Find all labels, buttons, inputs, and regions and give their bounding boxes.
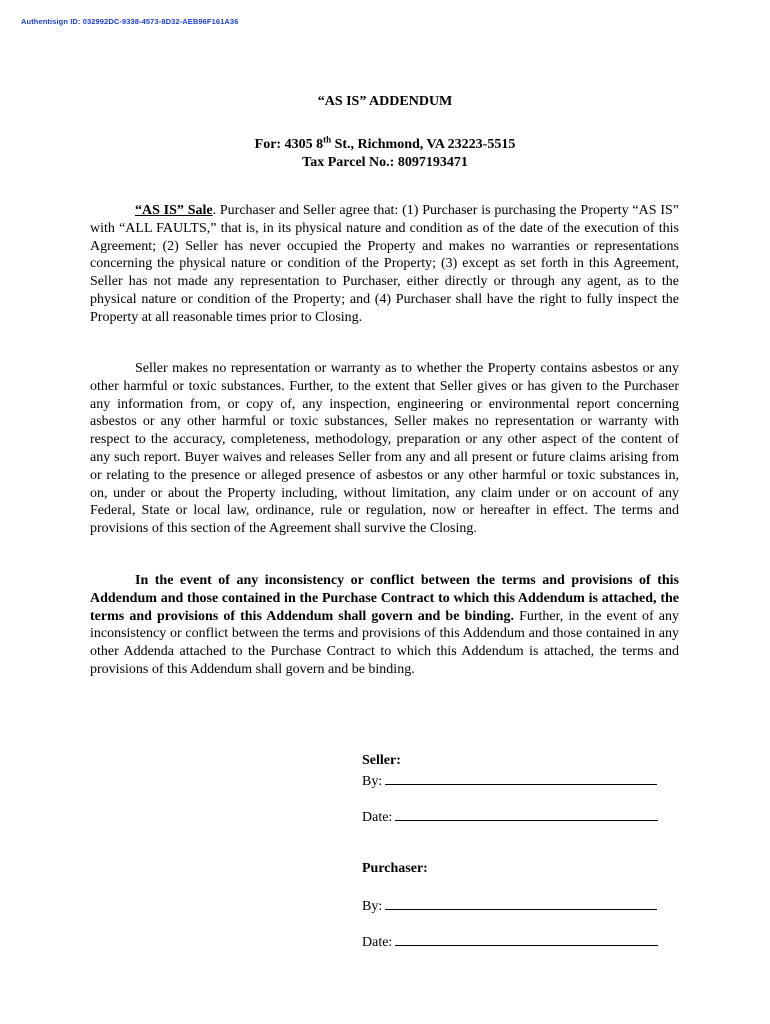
purchaser-by-label: By: xyxy=(362,899,383,914)
purchaser-label: Purchaser: xyxy=(362,861,428,876)
seller-signature-line[interactable] xyxy=(385,772,657,785)
tax-parcel: Tax Parcel No.: 8097193471 xyxy=(302,155,468,170)
purchaser-date-row xyxy=(362,933,658,951)
seller-date-label: Date: xyxy=(362,810,393,825)
conflict-paragraph xyxy=(90,572,679,679)
property-address xyxy=(0,136,770,154)
purchaser-date-line[interactable] xyxy=(395,933,658,946)
address-ordinal-suffix: th xyxy=(323,134,332,145)
purchaser-signature-line[interactable] xyxy=(385,897,657,910)
seller-by-label: By: xyxy=(362,774,383,789)
purchaser-date-label: Date: xyxy=(362,935,393,950)
seller-by-row xyxy=(362,772,657,790)
seller-date-row xyxy=(362,808,658,826)
document-title: “AS IS” ADDENDUM xyxy=(317,94,453,109)
as-is-sale-paragraph xyxy=(90,202,679,327)
seller-date-line[interactable] xyxy=(395,808,658,821)
address-suffix: St., Richmond, VA 23223-5515 xyxy=(331,137,516,152)
conflict-bold-text: In the event of any inconsistency or conflict between the terms and provisions of this Addendum and those contained in the Purchase Contract to which this Addendum is attached, the terms and provisions of this Addendum shall govern and be binding. xyxy=(90,573,679,624)
as-is-sale-heading: “AS IS” Sale xyxy=(135,203,213,218)
asbestos-paragraph xyxy=(90,360,679,538)
purchaser-by-row xyxy=(362,897,657,915)
authentisign-id: Authentisign ID: 032992DC-9338-4573-8D32-AEB96F161A36 xyxy=(21,17,239,26)
seller-label: Seller: xyxy=(362,753,401,768)
conflict-text: Further, in the event of any inconsistency or conflict between the terms and provisions of this Addendum and those contained in any other Addenda attached to the Purchase Contract to which this Addendum is attached, the terms and provisions of this Addendum shall govern and be binding. xyxy=(90,608,679,677)
property-address-block xyxy=(0,136,770,172)
asbestos-text: Seller makes no representation or warranty as to whether the Property contains asbestos or any other harmful or toxic substances. Further, to the extent that Seller gives or has given to the Purchaser any information from, or copy of, any inspection, engineering or environmental report concerning asbestos or any other harmful or toxic substances, Seller makes no representation or warranty with respect to the accuracy, completeness, methodology, preparation or any other aspect of the content of any such report. Buyer waives and releases Seller from any and all present or future claims arising from or relating to the presence or alleged presence of asbestos or any other harmful or toxic substances in, on, under or about the Property including, without limitation, any claim under or on account of any Federal, State or local law, ordinance, rule or regulation, now or hereafter in effect. The terms and provisions of this section of the Agreement shall survive the Closing. xyxy=(90,361,679,537)
as-is-sale-text: . Purchaser and Seller agree that: (1) Purchaser is purchasing the Property “AS IS” with “ALL FAULTS,” that is, in its physical nature and condition as of the date of the execution of this Agreement; (2) Seller has never occupied the Property and makes no warranties or representations concerning the physical nature or condition of the Property; (3) except as set forth in this Agreement, Seller has not made any representation to Purchaser, either directly or through any agent, as to the physical nature or condition of the Property; and (4) Purchaser shall have the right to fully inspect the Property at all reasonable times prior to Closing. xyxy=(90,203,679,325)
address-prefix: For: 4305 8 xyxy=(254,137,324,152)
